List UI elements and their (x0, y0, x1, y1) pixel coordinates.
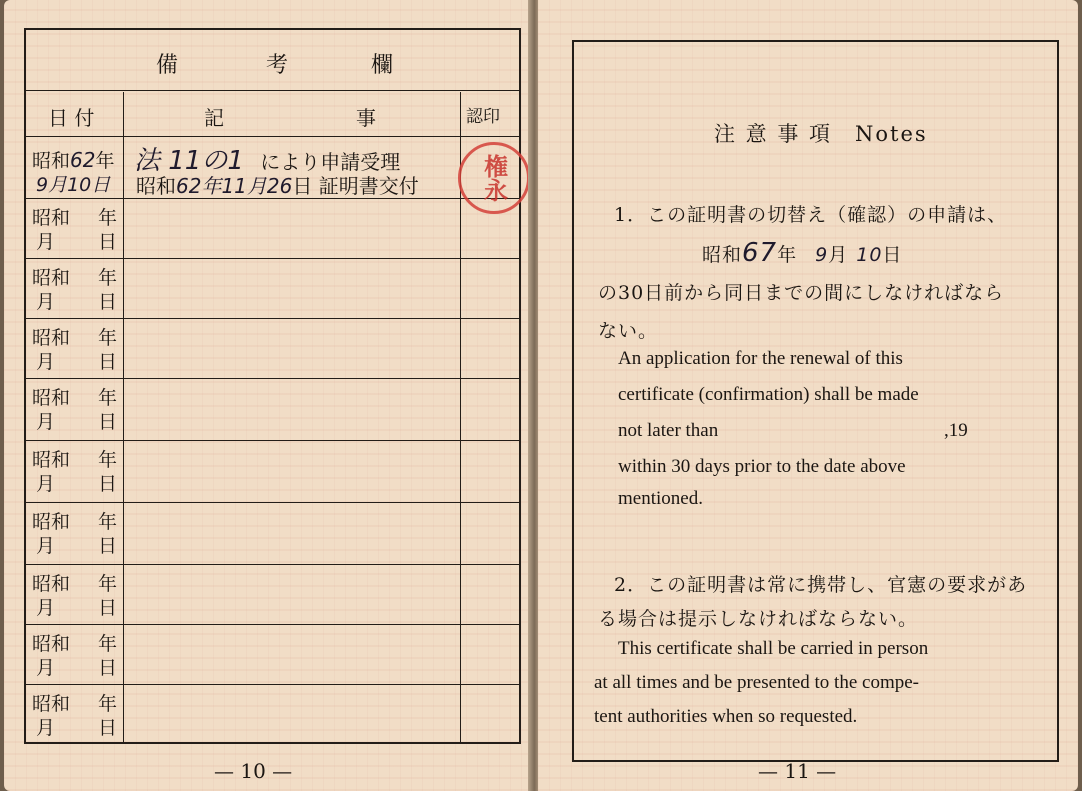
divider (26, 440, 519, 441)
left-page (4, 0, 532, 791)
row-day: 日 (98, 535, 118, 557)
note2-jp-line1: 2．この証明書は常に携帯し、官憲の要求があ (614, 574, 1028, 596)
date-day-label: 日 (882, 244, 903, 266)
divider (26, 624, 519, 625)
divider (26, 90, 519, 91)
note1-jp-line4: ない。 (598, 320, 659, 342)
divider (26, 318, 519, 319)
row-era: 昭和 (32, 511, 71, 533)
header-date: 日 付 (48, 106, 95, 130)
note2-en-line2: at all times and be presented to the compe- (594, 672, 919, 693)
record-text-issued: 日 証明書交付 (292, 174, 419, 198)
row-year: 年 (98, 693, 118, 715)
handwritten-issue-date: 62年11月26 (176, 174, 293, 198)
date-year-label: 年 (777, 244, 798, 266)
row-year: 年 (98, 207, 118, 229)
row-month: 月 (36, 597, 56, 619)
row-day: 日 (98, 597, 118, 619)
row-era: 昭和 (32, 633, 71, 655)
divider (26, 258, 519, 259)
handwritten-renewal-day: 10 (856, 244, 883, 266)
page-number: — 11 — (758, 759, 837, 783)
title-char-ran: 欄 (371, 53, 394, 78)
row-era: 昭和 (32, 573, 71, 595)
handwritten-renewal-year: 67 (742, 238, 778, 268)
row-day: 日 (98, 473, 118, 495)
row-year: 年 (98, 327, 118, 349)
row-era: 昭和 (32, 207, 71, 229)
row-year-suffix: 年 (95, 150, 115, 172)
title-char-bi: 備 (156, 53, 179, 78)
handwritten-renewal-month: 9 (815, 244, 829, 266)
row-day: 日 (98, 351, 118, 373)
row-year: 年 (98, 267, 118, 289)
notes-box (572, 40, 1059, 762)
header-record-ji: 事 (356, 106, 376, 130)
row-day: 日 (98, 411, 118, 433)
row-era: 昭和 (32, 267, 71, 289)
row-day: 日 (98, 291, 118, 313)
note1-renewal-date (702, 238, 902, 268)
right-page (538, 0, 1078, 791)
header-record-ki: 記 (204, 106, 224, 130)
row-era: 昭和 (32, 693, 71, 715)
row-era: 昭和 (32, 150, 71, 172)
row-month: 月 (36, 411, 56, 433)
note1-en-line5: mentioned. (618, 488, 703, 509)
row-month: 月 (36, 231, 56, 253)
record-text-accepted: により申請受理 (260, 150, 401, 174)
title-char-kou: 考 (266, 53, 289, 78)
row-year: 年 (98, 633, 118, 655)
row-era: 昭和 (32, 449, 71, 471)
note1-en-line4: within 30 days prior to the date above (618, 456, 906, 477)
row-month: 月 (36, 717, 56, 739)
row-month: 月 (36, 473, 56, 495)
red-seal-stamp: 権永 (458, 142, 530, 214)
row-month: 月 (36, 291, 56, 313)
page-number: — 10 — (214, 759, 293, 783)
divider (26, 378, 519, 379)
handwritten-month-day: 9月10日 (36, 174, 111, 196)
note1-en-line1: An application for the renewal of this (618, 348, 903, 369)
divider (26, 684, 519, 685)
divider (26, 502, 519, 503)
row-day: 日 (98, 657, 118, 679)
note1-en-line2: certificate (confirmation) shall be made (618, 384, 919, 405)
note1-jp-line3: の30日前から同日までの間にしなければなら (598, 282, 1005, 304)
note1-en-line3b: ,19 (944, 420, 968, 441)
row-year: 年 (98, 387, 118, 409)
remarks-table (24, 28, 521, 744)
row-year: 年 (98, 449, 118, 471)
header-seal: 認印 (466, 107, 500, 127)
handwritten-law-ref: 法 11の1 (134, 146, 244, 176)
row-year: 年 (98, 573, 118, 595)
row-year: 年 (98, 511, 118, 533)
row-month: 月 (36, 535, 56, 557)
record-era: 昭和 (136, 174, 176, 198)
row-day: 日 (98, 231, 118, 253)
divider (26, 564, 519, 565)
note1-jp-line1: 1．この証明書の切替え（確認）の申請は、 (614, 204, 1008, 226)
row-era: 昭和 (32, 387, 71, 409)
divider (26, 136, 519, 137)
note2-en-line1: This certificate shall be carried in person (618, 638, 929, 659)
row-day: 日 (98, 717, 118, 739)
row-month: 月 (36, 657, 56, 679)
note1-en-line3a: not later than (618, 420, 719, 441)
note2-jp-line2: る場合は提示しなければならない。 (598, 608, 919, 630)
handwritten-year: 62 (70, 148, 96, 172)
date-month-label: 月 (828, 244, 849, 266)
row-era: 昭和 (32, 327, 71, 349)
notes-title: 注 意 事 項 Notes (714, 122, 928, 146)
row-month: 月 (36, 351, 56, 373)
column-divider (123, 92, 124, 742)
note2-en-line3: tent authorities when so requested. (594, 706, 858, 727)
date-era: 昭和 (702, 244, 743, 266)
